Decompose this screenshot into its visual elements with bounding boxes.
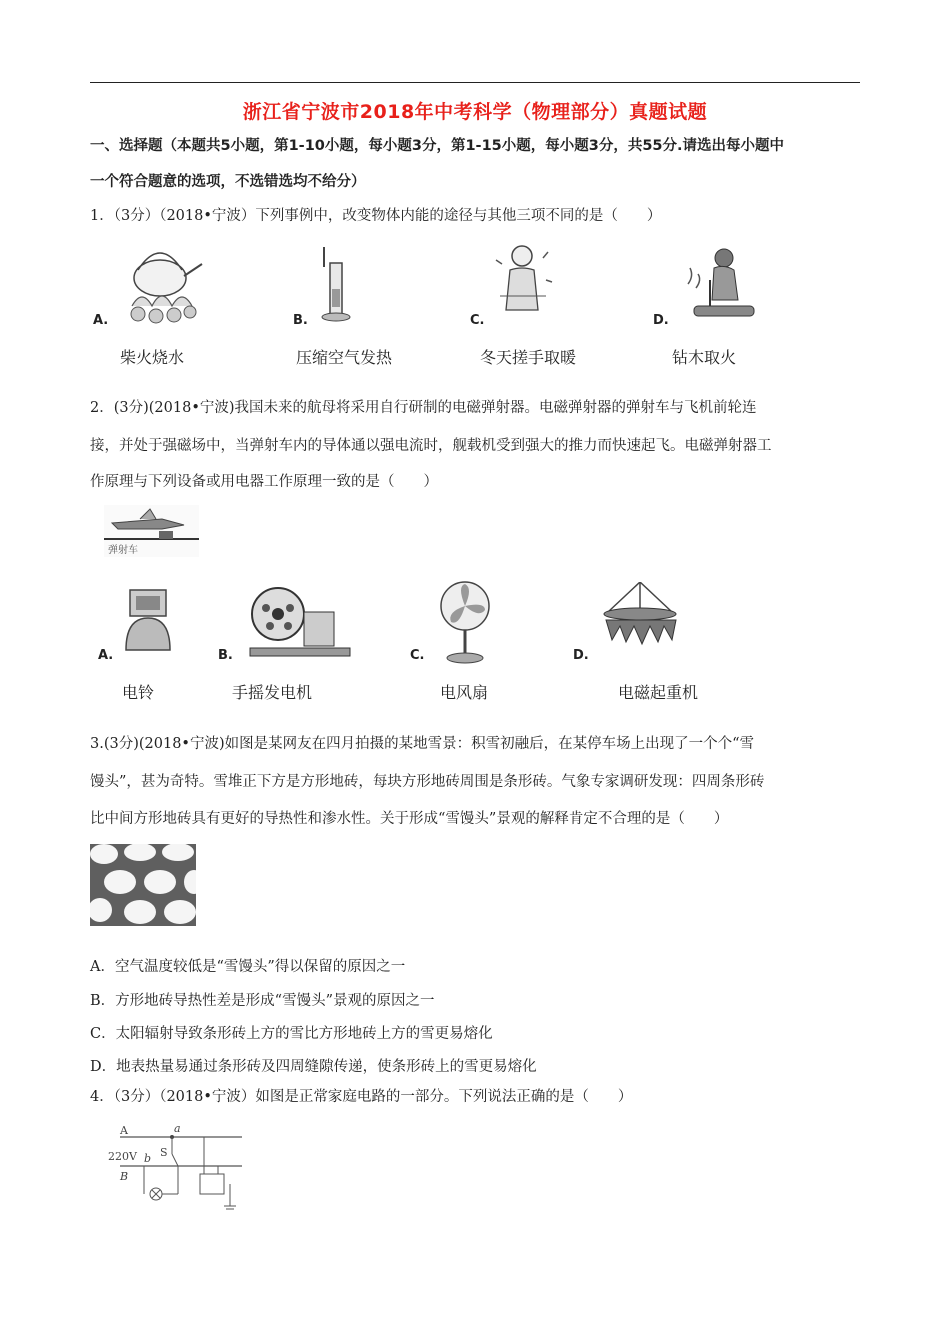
air-compression-image xyxy=(312,245,362,325)
drilling-wood-image xyxy=(680,240,765,325)
electric-bell-image xyxy=(118,588,178,658)
q1-option-d-caption: 钻木取火 xyxy=(672,348,737,367)
q2-option-a-letter: A. xyxy=(98,648,114,663)
snow-bun-photo xyxy=(90,844,196,926)
circuit-label-voltage: 220V xyxy=(108,1150,137,1163)
q3-choice-a: A．空气温度较低是“雪馒头”得以保留的原因之一 xyxy=(90,959,406,975)
catapult-label: 弹射车 xyxy=(108,545,138,556)
section-header-line1: 一、选择题（本题共5小题，第1-10小题，每小题3分，第1-15小题，每小题3分，共55分.请选出每小题中 xyxy=(90,138,785,154)
q1-option-c-letter: C. xyxy=(470,313,485,328)
q2-option-d-caption: 电磁起重机 xyxy=(618,683,699,702)
q1-option-a-caption: 柴火烧水 xyxy=(120,348,185,367)
rubbing-hands-image xyxy=(488,240,558,325)
q2-option-d-letter: D. xyxy=(573,648,589,663)
q1-option-c-caption: 冬天搓手取暖 xyxy=(480,348,577,367)
circuit-label-switch: S xyxy=(160,1146,168,1159)
q2-option-b-letter: B. xyxy=(218,648,233,663)
page-title: 浙江省宁波市2018年中考科学（物理部分）真题试题 xyxy=(242,101,708,123)
section-header-line2: 一个符合题意的选项，不选错选均不给分） xyxy=(90,174,366,190)
electric-fan-image xyxy=(435,580,495,665)
q4-stem: 4．（3分）（2018•宁波）如图是正常家庭电路的一部分。下列说法正确的是（ ） xyxy=(90,1089,633,1105)
q2-option-c-letter: C. xyxy=(410,648,425,663)
kettle-fire-image xyxy=(118,240,208,330)
circuit-label-a-point: a xyxy=(174,1122,181,1135)
hand-generator-image xyxy=(248,580,358,665)
electromagnetic-crane-image xyxy=(598,582,683,652)
q3-stem-line3: 比中间方形地砖具有更好的导热性和渗水性。关于形成“雪馒头”景观的解释肯定不合理的是（ ） xyxy=(90,811,729,827)
q1-option-d-letter: D. xyxy=(653,313,669,328)
household-circuit-diagram xyxy=(104,1120,246,1212)
q2-option-c-caption: 电风扇 xyxy=(440,683,489,702)
q1-stem: 1．（3分）（2018•宁波）下列事例中，改变物体内能的途径与其他三项不同的是（ ） xyxy=(90,208,662,224)
q3-choice-d: D．地表热量易通过条形砖及四周缝隙传递，使条形砖上的雪更易熔化 xyxy=(90,1059,537,1075)
q3-stem-line1: 3.(3分)(2018•宁波)如图是某网友在四月拍摄的某地雪景：积雪初融后，在某停车场上出现了一个个“雪 xyxy=(90,736,755,752)
q1-option-b-caption: 压缩空气发热 xyxy=(296,348,393,367)
q1-option-a-letter: A. xyxy=(93,313,109,328)
q2-option-b-caption: 手摇发电机 xyxy=(232,683,313,702)
q1-option-b-letter: B. xyxy=(293,313,308,328)
catapult-jet-image xyxy=(104,505,199,557)
q3-choice-c: C．太阳辐射导致条形砖上方的雪比方形地砖上方的雪更易熔化 xyxy=(90,1026,493,1042)
q2-stem-line3: 作原理与下列设备或用电器工作原理一致的是（ ） xyxy=(90,474,438,490)
top-rule xyxy=(90,82,860,83)
q2-stem-line2: 接，并处于强磁场中，当弹射车内的导体通以强电流时，舰载机受到强大的推力而快速起飞。电磁弹射器工 xyxy=(90,438,772,454)
q2-option-a-caption: 电铃 xyxy=(122,683,155,702)
circuit-label-a-line: A xyxy=(120,1124,128,1137)
q3-choice-b: B．方形地砖导热性差是形成“雪馒头”景观的原因之一 xyxy=(90,993,435,1009)
q3-stem-line2: 馒头”，甚为奇特。雪堆正下方是方形地砖，每块方形地砖周围是条形砖。气象专家调研发现：四周条形砖 xyxy=(90,774,765,790)
circuit-label-b-line: B xyxy=(120,1170,129,1183)
q2-stem-line1: 2．(3分)(2018•宁波)我国未来的航母将采用自行研制的电磁弹射器。电磁弹射器的弹射车与飞机前轮连 xyxy=(90,400,757,416)
circuit-label-b-point: b xyxy=(144,1152,152,1165)
